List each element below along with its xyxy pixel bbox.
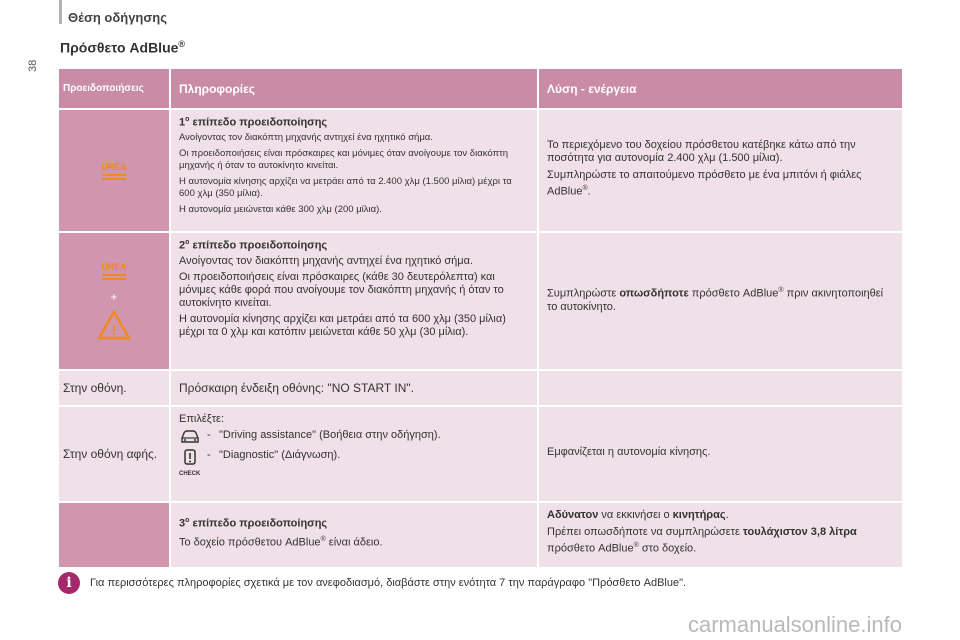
info-cell bbox=[171, 110, 537, 231]
level-suffix: ο bbox=[185, 239, 190, 246]
table-row bbox=[59, 371, 902, 405]
footnote bbox=[58, 572, 686, 594]
list-item bbox=[179, 429, 529, 445]
info-paragraph: Η αυτονομία μειώνεται κάθε 300 χλμ (200 μίλια). bbox=[179, 203, 382, 215]
warning-icon-cell bbox=[59, 110, 169, 231]
warning-glyph: ! bbox=[111, 322, 117, 339]
list-item bbox=[179, 449, 529, 465]
check-label: CHECK bbox=[179, 471, 201, 477]
solution-cell bbox=[539, 503, 902, 567]
registered-mark: ® bbox=[178, 39, 186, 49]
plus-sign: + bbox=[110, 290, 118, 304]
solution-paragraph: Το περιεχόμενο του δοχείου πρόσθετου κατέβηκε κάτω από την ποσότητα για αυτονομία 2.400 χλμ (1.500 μίλια). bbox=[547, 138, 856, 164]
page-title bbox=[60, 39, 185, 56]
warning-icon-cell bbox=[59, 233, 169, 369]
info-paragraph: Η αυτονομία κίνησης αρχίζει και μετράει από τα 600 χλμ (350 μίλια) μέχρι τα 0 χλμ και κατόπιν μειώνεται κάθε 50 χλμ (30 μίλια). bbox=[179, 312, 506, 338]
option-label: "Driving assistance" (Βοήθεια στην οδήγηση). bbox=[219, 429, 441, 441]
page-number: 38 bbox=[27, 59, 39, 72]
level-title-text: επίπεδο προειδοποίησης bbox=[192, 517, 328, 530]
car-icon bbox=[179, 429, 201, 445]
level-number: 3 bbox=[179, 517, 186, 530]
level-title bbox=[179, 116, 529, 129]
urea-warning-icon bbox=[101, 262, 127, 280]
section-header: Θέση οδήγησης bbox=[68, 10, 167, 25]
adblue-warning-table bbox=[59, 69, 902, 567]
table-row bbox=[59, 110, 902, 231]
warning-icon-cell bbox=[59, 503, 169, 567]
solution-paragraph: Εμφανίζεται η αυτονομία κίνησης. bbox=[547, 445, 711, 458]
level-suffix: ο bbox=[185, 116, 190, 123]
table-header-row bbox=[59, 69, 902, 108]
info-cell bbox=[171, 233, 537, 369]
info-paragraph: Οι προειδοποιήσεις είναι πρόσκαιρες και μόνιμες όταν ανοίγουμε τον διακόπτη μηχανής ή όταν το αυτοκίνητο κινείται. bbox=[179, 147, 509, 171]
warning-cell: Στην οθόνη αφής. bbox=[59, 407, 169, 501]
solution-cell bbox=[539, 110, 902, 231]
urea-icon-label: UREA bbox=[101, 161, 127, 172]
level-title bbox=[179, 239, 529, 252]
warning-triangle-icon bbox=[97, 310, 131, 340]
warning-cell: Στην οθόνη. bbox=[59, 371, 169, 405]
info-cell bbox=[171, 503, 537, 567]
header-information: Πληροφορίες bbox=[171, 69, 537, 108]
info-paragraph: Το δοχείο πρόσθετου AdBlue® είναι άδειο. bbox=[179, 535, 383, 549]
choose-label: Επιλέξτε: bbox=[179, 413, 225, 425]
solution-paragraph: Πρέπει οπωσδήποτε να συμπληρώσετε τουλάχιστον 3,8 λίτρα πρόσθετο AdBlue® στο δοχείο. bbox=[547, 526, 857, 555]
level-number: 1 bbox=[179, 116, 186, 129]
list-dash: - bbox=[207, 429, 211, 441]
solution-cell bbox=[539, 371, 902, 405]
header-warnings: Προειδοποιήσεις bbox=[59, 69, 169, 108]
solution-cell bbox=[539, 407, 902, 501]
footnote-text: Για περισσότερες πληροφορίες σχετικά με τον ανεφοδιασμό, διαβάστε στην ενότητα 7 την παράγραφο "Πρόσθετο AdBlue". bbox=[90, 577, 687, 589]
level-suffix: ο bbox=[185, 517, 190, 524]
table-row bbox=[59, 407, 902, 501]
solution-cell bbox=[539, 233, 902, 369]
level-title-text: επίπεδο προειδοποίησης bbox=[192, 116, 328, 129]
header-solution: Λύση - ενέργεια bbox=[539, 69, 902, 108]
page-title-text: Πρόσθετο AdBlue bbox=[60, 39, 179, 56]
info-paragraph: Η αυτονομία κίνησης αρχίζει να μετράει από τα 2.400 χλμ (1.500 μίλια) μέχρι τα 600 χλμ (350 μίλια). bbox=[179, 175, 512, 199]
solution-paragraph: Συμπληρώστε οπωσδήποτε πρόσθετο AdBlue® πριν ακινητοποιηθεί το αυτοκίνητο. bbox=[547, 287, 884, 313]
urea-icon-label: UREA bbox=[101, 262, 127, 272]
info-paragraph: Οι προειδοποιήσεις είναι πρόσκαιρες (κάθε 30 δευτερόλεπτα) και μόνιμες κάθε φορά που ανοίγουμε τον διακόπτη μηχανής ή όταν το αυτοκίνητο κινείται. bbox=[179, 270, 504, 309]
urea-warning-icon bbox=[101, 162, 127, 180]
emphasis-text: οπωσδήποτε bbox=[619, 287, 689, 300]
side-rule bbox=[59, 0, 62, 24]
level-number: 2 bbox=[179, 239, 186, 252]
level-title-text: επίπεδο προειδοποίησης bbox=[192, 239, 328, 252]
watermark: carmanualsonline.info bbox=[687, 612, 902, 637]
list-dash: - bbox=[207, 449, 211, 461]
table-row bbox=[59, 503, 902, 567]
diagnostic-icon bbox=[179, 449, 201, 465]
option-label: "Diagnostic" (Διάγνωση). bbox=[219, 449, 341, 461]
info-paragraph: Ανοίγοντας τον διακόπτη μηχανής αντηχεί ένα ηχητικό σήμα. bbox=[179, 254, 474, 267]
info-cell: Πρόσκαιρη ένδειξη οθόνης: "NO START IN". bbox=[171, 371, 537, 405]
info-paragraph: Ανοίγοντας τον διακόπτη μηχανής αντηχεί ένα ηχητικό σήμα. bbox=[179, 131, 433, 143]
info-icon: i bbox=[58, 572, 80, 594]
solution-paragraph: Αδύνατον να εκκινήσει ο κινητήρας. bbox=[547, 509, 729, 521]
table-row bbox=[59, 233, 902, 369]
level-title bbox=[179, 517, 529, 530]
solution-paragraph: Συμπληρώστε το απαιτούμενο πρόσθετο με ένα μπιτόνι ή φιάλες AdBlue®. bbox=[547, 168, 862, 198]
info-cell bbox=[171, 407, 537, 501]
